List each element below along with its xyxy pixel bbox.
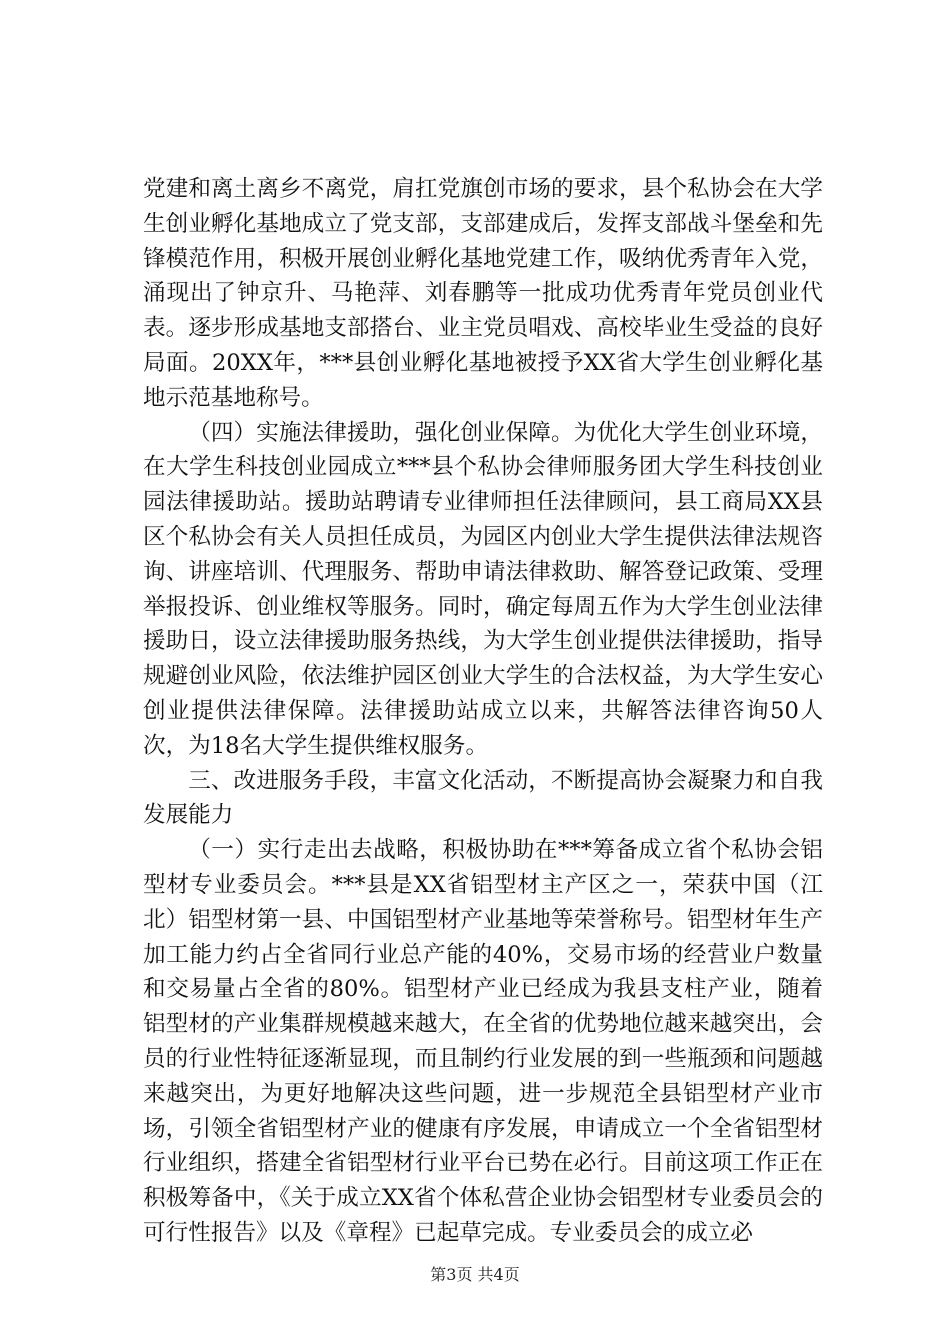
paragraph-continuation: 党建和离土离乡不离党，肩扛党旗创市场的要求，县个私协会在大学生创业孵化基地成立了党支部，支部建成后，发挥支部战斗堡垒和先锋模范作用，积极开展创业孵化基地党建工作，吸纳优秀青年入党，涌现出了钟京升、马艳萍、刘春鹏等一批成功优秀青年党员创业代表。逐步形成基地支部搭台、业主党员唱戏、高校毕业生受益的良好局面。20XX年，***县创业孵化基地被授予XX省大学生创业孵化基地示范基地称号。 — [143, 176, 823, 411]
document-body — [143, 172, 823, 1251]
page-footer: 第3页 共4页 — [430, 1265, 520, 1284]
paragraph-aluminum-committee: （一）实行走出去战略，积极协助在***筹备成立省个私协会铝型材专业委员会。***县是XX省铝型材主产区之一，荣获中国（江北）铝型材第一县、中国铝型材产业基地等荣誉称号。铝型材年生产加工能力约占全省同行业总产能的40%，交易市场的经营业户数量和交易量占全省的80%。铝型材产业已经成为我县支柱产业，随着铝型材的产业集群规模越来越大，在全省的优势地位越来越突出，会员的行业性特征逐渐显现，而且制约行业发展的到一些瓶颈和问题越来越突出，为更好地解决这些问题，进一步规范全县铝型材产业市场，引领全省铝型材产业的健康有序发展，申请成立一个全省铝型材行业组织，搭建全省铝型材行业平台已势在必行。目前这项工作正在积极筹备中，《关于成立XX省个体私营企业协会铝型材专业委员会的可行性报告》以及《章程》已起草完成。专业委员会的成立必 — [143, 837, 823, 1246]
section-heading-three: 三、改进服务手段，丰富文化活动，不断提高协会凝聚力和自我发展能力 — [143, 767, 823, 829]
paragraph-legal-aid: （四）实施法律援助，强化创业保障。为优化大学生创业环境，在大学生科技创业园成立***县个私协会律师服务团大学生科技创业园法律援助站。援助站聘请专业律师担任法律顾问，县工商局XX县区个私协会有关人员担任成员，为园区内创业大学生提供法律法规咨询、讲座培训、代理服务、帮助申请法律救助、解答登记政策、受理举报投诉、创业维权等服务。同时，确定每周五作为大学生创业法律援助日，设立法律援助服务热线，为大学生创业提供法律援助，指导规避创业风险，依法维护园区创业大学生的合法权益，为大学生安心创业提供法律保障。法律援助站成立以来，共解答法律咨询50人次，为18名大学生提供维权服务。 — [143, 419, 823, 759]
